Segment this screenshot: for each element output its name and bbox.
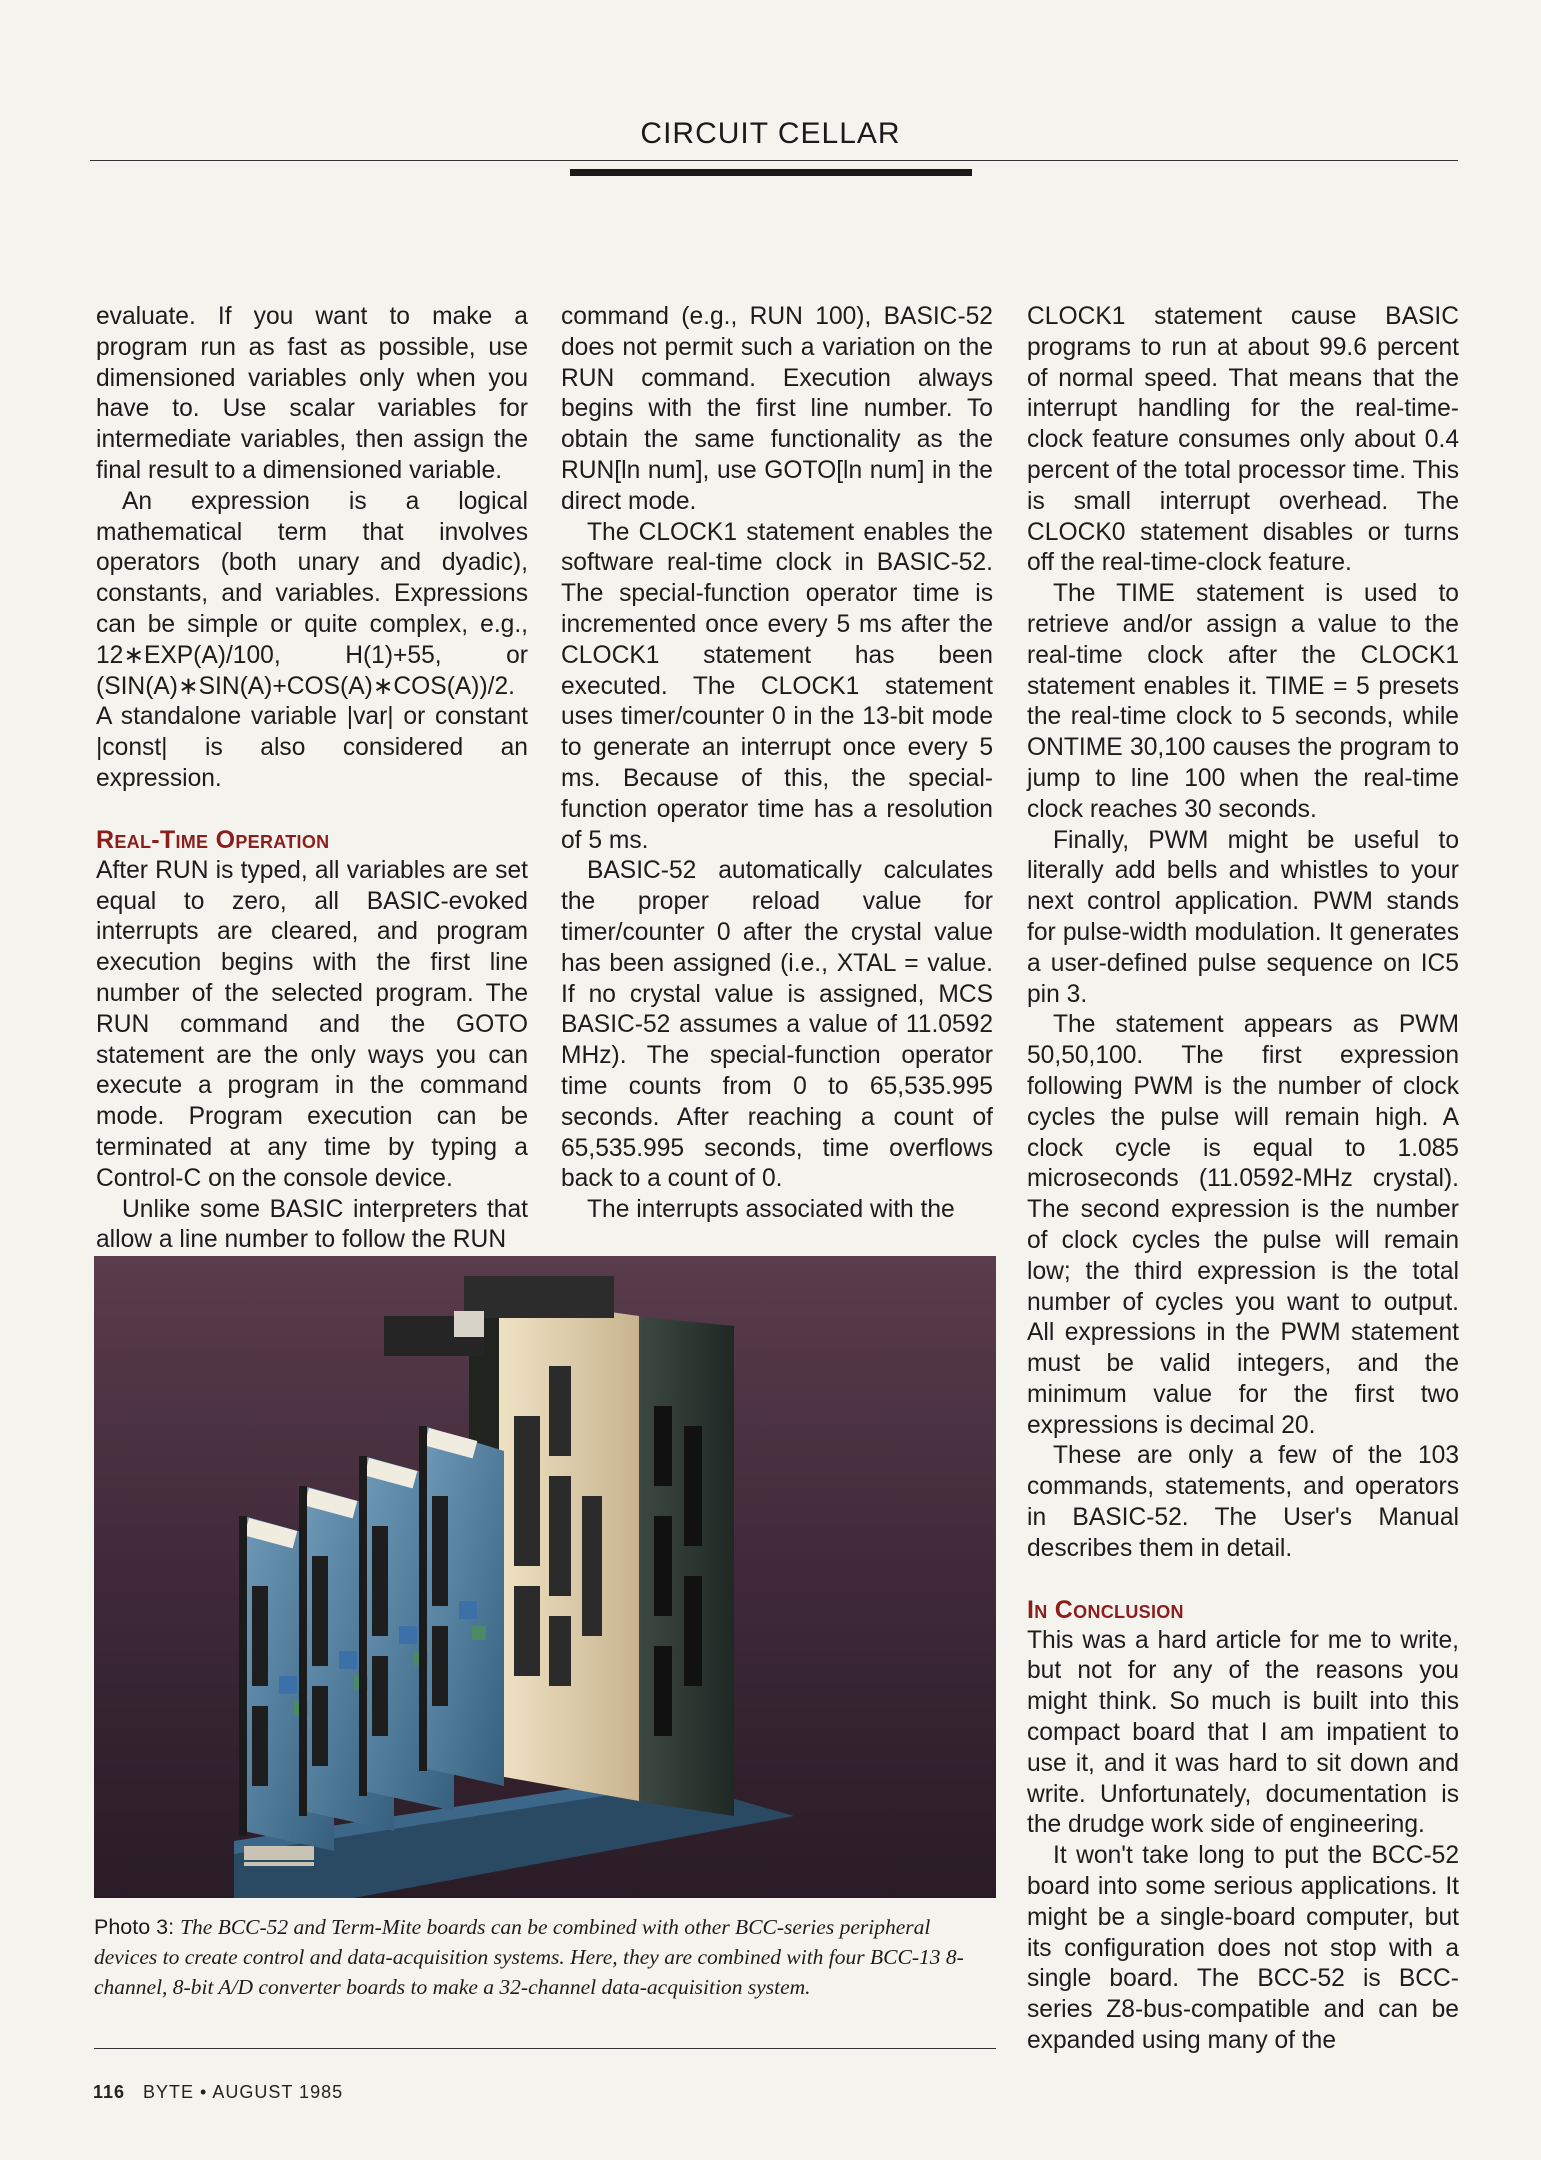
- paragraph: The statement appears as PWM 50,50,100. The first expression following PWM is the number of clock cycles the pulse will remain high. A clock cycle is equal to 1.085 microseconds (11.0592-MHz crystal). The second expression is the number of clock cycles the pulse will remain low; the third expression is the total number of cycles you want to output. All expressions in the PWM statement must be valid integers, and the minimum value for the first two expressions is decimal 20.: [1027, 1011, 1459, 1439]
- column-3: [1027, 302, 1459, 2057]
- caption-lead: Photo 3:: [94, 1915, 181, 1939]
- column-2: [561, 302, 993, 1226]
- circuit-boards-photo: [94, 1256, 996, 1898]
- paragraph: This was a hard article for me to write, but not for any of the reasons you might think. So much is built into this compact board that I am impatient to use it, and it was hard to sit down and write. Unfortunately, documentation is the drudge work side of engineering.: [1027, 1626, 1459, 1839]
- header-rule: [90, 160, 1458, 161]
- paragraph: Unlike some BASIC interpreters that allow a line number to follow the RUN: [96, 1195, 528, 1254]
- paragraph: BASIC-52 automatically calculates the proper reload value for timer/counter 0 after the crystal value has been assigned (i.e., XTAL = value. If no crystal value is assigned, MCS BASIC-52 assumes a value of 11.0592 MHz). The special-function operator time counts from 0 to 65,535.995 seconds. After reaching a count of 65,535.995 seconds, time overflows back to a count of 0.: [561, 857, 993, 1193]
- paragraph: command (e.g., RUN 100), BASIC-52 does not permit such a variation on the RUN command. Execution always begins with the first line number. To obtain the same functionality as the RUN[ln num], use GOTO[ln num] in the direct mode.: [561, 303, 993, 515]
- header-bar: [570, 169, 972, 176]
- paragraph: CLOCK1 statement cause BASIC programs to run at about 99.6 percent of normal speed. That means that the interrupt handling for the real-time-clock feature consumes only about 0.4 percent of the total processor time. This is small interrupt overhead. The CLOCK0 statement disables or turns off the real-time-clock feature.: [1027, 303, 1459, 577]
- caption-rule: [94, 2048, 996, 2049]
- paragraph: The CLOCK1 statement enables the software real-time clock in BASIC-52. The special-function operator time is incremented once every 5 ms after the CLOCK1 statement has been executed. The CLOCK1 statement uses timer/counter 0 in the 13-bit mode to generate an interrupt once every 5 ms. Because of this, the special-function operator time has a resolution of 5 ms.: [561, 518, 993, 854]
- paragraph: The TIME statement is used to retrieve and/or assign a value to the real-time clock after the CLOCK1 statement enables it. TIME = 5 presets the real-time clock to 5 seconds, while ONTIME 30,100 causes the program to jump to line 100 when the real-time clock reaches 30 seconds.: [1027, 580, 1459, 823]
- circuit-boards-illustration: [94, 1256, 996, 1898]
- column-1: [96, 302, 528, 1256]
- section-title: CIRCUIT CELLAR: [640, 117, 901, 150]
- page-number: 116: [93, 2082, 126, 2102]
- page-footer: [93, 2082, 343, 2103]
- photo-caption: [94, 1912, 996, 2002]
- paragraph: The interrupts associated with the: [587, 1196, 955, 1224]
- paragraph: These are only a few of the 103 commands, statements, and operators in BASIC-52. The User's Manual describes them in detail.: [1027, 1442, 1459, 1562]
- paragraph: evaluate. If you want to make a program run as fast as possible, use dimensioned variables only when you have to. Use scalar variables for intermediate variables, then assign the final result to a dimensioned variable.: [96, 303, 528, 484]
- paragraph: After RUN is typed, all variables are set equal to zero, all BASIC-evoked interrupts are cleared, and program execution begins with the first line number of the selected program. The RUN command and the GOTO statement are the only ways you can execute a program in the command mode. Program execution can be terminated at any time by typing a Control-C on the console device.: [96, 856, 528, 1192]
- paragraph: It won't take long to put the BCC-52 board into some serious applications. It might be a single-board computer, but its configuration does not stop with a single board. The BCC-52 is BCC-series Z8-bus-compatible and can be expanded using many of the: [1027, 1842, 1459, 2055]
- caption-body: The BCC-52 and Term-Mite boards can be combined with other BCC-series peripheral devices to create control and data-acquisition systems. Here, they are combined with four BCC-13 8-channel, 8-bit A/D converter boards to make a 32-channel data-acquisition system.: [94, 1915, 964, 1999]
- issue-label: BYTE • AUGUST 1985: [143, 2082, 344, 2102]
- section-heading: Real-Time Operation: [96, 825, 330, 854]
- paragraph: An expression is a logical mathematical term that involves operators (both unary and dyadic), constants, and variables. Expressions can be simple or quite complex, e.g., 12∗EXP(A)/100, H(1)+55, or (SIN(A)∗SIN(A)+COS(A)∗COS(A))/2. A standalone variable |var| or constant |const| is also considered an expression.: [96, 487, 528, 792]
- section-heading: In Conclusion: [1027, 1595, 1184, 1624]
- paragraph: Finally, PWM might be useful to literally add bells and whistles to your next control application. PWM stands for pulse-width modulation. It generates a user-defined pulse sequence on IC5 pin 3.: [1027, 826, 1459, 1008]
